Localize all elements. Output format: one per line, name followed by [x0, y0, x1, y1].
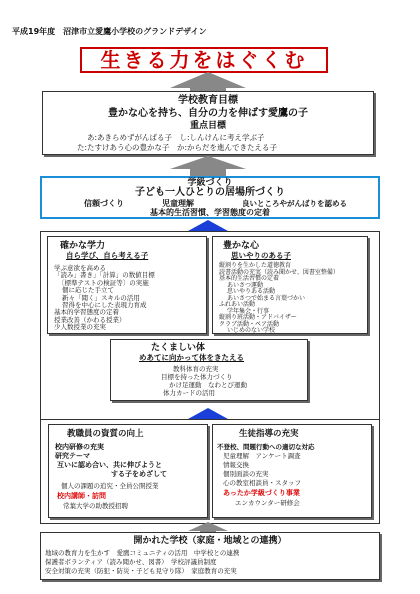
academic-heading: 確かな学力 — [60, 241, 106, 251]
list-item: かけ足運動 なわとび運動 — [169, 381, 247, 389]
goal-line2: た:たすけあう心の豊かな子 か:からだを進んできたえる子 — [77, 143, 278, 152]
staff-line4: する子をめざして — [111, 470, 167, 478]
guidance-line1: 不登校、問題行動への適切な対応 — [217, 443, 315, 451]
arrow-up-mid — [168, 155, 248, 177]
staff-box — [48, 424, 208, 518]
open-school-heading: 開かれた学校（家庭・地域との連携） — [133, 536, 287, 546]
staff-line7: 常葉大学の助教授招聘 — [63, 502, 128, 510]
academic-list — [54, 265, 155, 332]
goal-line1: あ:あきらめずがんばる子 し:しんけんに考え学ぶ子 — [87, 133, 265, 142]
list-item: クラブ活動・ペア活動 — [219, 320, 280, 328]
list-item: 学ぶ意欲を高める — [54, 264, 106, 272]
guidance-line5: 心の教室相談員・スタッフ — [223, 479, 301, 487]
body-heading: たくましい体 — [151, 343, 206, 353]
open-school-box — [40, 532, 380, 580]
class-building-pillar1: 信頼づくり — [84, 199, 124, 208]
heart-list — [219, 263, 339, 335]
banner-text: 生きる力をはぐくむ — [100, 48, 308, 72]
list-item: 授業改善（かわる授業） — [54, 315, 126, 324]
list-item: 基本的生活習慣の定着 — [219, 275, 280, 282]
staff-line1: 校内研修の充実 — [55, 443, 104, 451]
body-subheading: めあてに向かって体をきたえる — [139, 353, 244, 362]
list-item: 少人数授業の充実 — [54, 323, 106, 332]
guidance-line3: 情報交換 — [223, 461, 249, 469]
class-building-box — [40, 176, 380, 219]
academic-box — [47, 236, 207, 334]
guidance-box — [212, 424, 372, 518]
guidance-line7: エンカウンター研修会 — [235, 499, 300, 507]
open-school-line1: 地域の教育力を生かす 愛鷹コミュニティの活用 中学校との連携 — [45, 549, 240, 557]
list-item: ふれあい活動 — [219, 301, 256, 308]
list-item: 縦割り班活動・アドバイザー — [219, 314, 297, 321]
goal-sub-heading: 重点目標 — [189, 121, 226, 131]
open-school-line3: 安全対策の充実（防犯・防災・子ども見守り隊） 家庭教育の充実 — [45, 567, 237, 575]
guidance-line2: 児童理解 アンケート調査 — [223, 452, 301, 460]
class-building-pillar3: 良いところやがんばりを認める — [242, 199, 347, 208]
list-item: いじめのない学校 — [227, 327, 276, 334]
list-item: 「読み」書き」「計算」の数値目標 — [54, 271, 155, 280]
list-item: 目標を持った体力づくり — [161, 373, 233, 381]
staff-heading: 教職員の資質の向上 — [67, 429, 144, 439]
guidance-heading: 生徒指導の充実 — [239, 429, 299, 439]
guidance-line4: 個別面談の充実 — [223, 470, 269, 478]
staff-line2: 研究テーマ — [55, 452, 90, 460]
class-building-pillar2: 児童理解 — [162, 199, 194, 208]
heart-subheading: 思いやりのある子 — [231, 251, 291, 260]
class-building-main: 子ども一人ひとりの居場所づくり — [135, 187, 285, 198]
list-item: 個に応じた手立て — [62, 286, 114, 295]
list-item: 教科体育の充実 — [173, 365, 219, 373]
staff-line3: 互いに認め合い、共に伸びようと — [57, 461, 162, 469]
goal-box — [42, 91, 374, 155]
academic-subheading: 自ら学び、自ら考える子 — [66, 251, 149, 260]
list-item: 体力カードの活用 — [163, 389, 215, 397]
list-item: 読書活動の充実（読み聞かせ、図書室整備） — [219, 268, 339, 276]
list-item: 思いやりある活動 — [227, 288, 276, 295]
list-item: 習得を中心にした表現力育成 — [62, 300, 147, 309]
heart-heading: 豊かな心 — [223, 241, 260, 251]
class-building-heading: 学級づくり — [187, 178, 233, 188]
guidance-line6: あったか学級づくり事業 — [223, 489, 300, 497]
goal-main: 豊かな心を持ち、自分の力を伸ばす愛鷹の子 — [108, 108, 308, 119]
heart-box — [212, 236, 368, 334]
class-building-line: 基本的生活習慣、学習態度の定着 — [150, 208, 270, 217]
list-item: 基本的学習態度の定着 — [54, 308, 119, 317]
list-item: 学年集会・行事 — [227, 307, 270, 315]
open-school-line2: 保護者ボランティア（読み聞かせ、図書） 学校評議員制度 — [45, 558, 217, 566]
list-item: 縦割りを生かした道徳教育 — [219, 262, 292, 269]
body-box — [110, 339, 308, 401]
staff-line6: 校内講師・訪問 — [57, 492, 106, 500]
staff-line5: 個人の課題の追究・全員公開授業 — [61, 482, 159, 490]
goal-heading: 学校教育目標 — [178, 95, 238, 106]
list-item: 〔標準テストの検証等〕の実施 — [58, 278, 149, 287]
list-item: あいさつで始まる言葉づかい — [227, 294, 306, 302]
list-item: 新々「聞く」スキルの活用 — [62, 293, 140, 302]
page-header: 平成19年度 沼津市立愛鷹小学校のグランドデザイン — [12, 27, 207, 36]
list-item: あいさつ運動 — [227, 281, 264, 289]
